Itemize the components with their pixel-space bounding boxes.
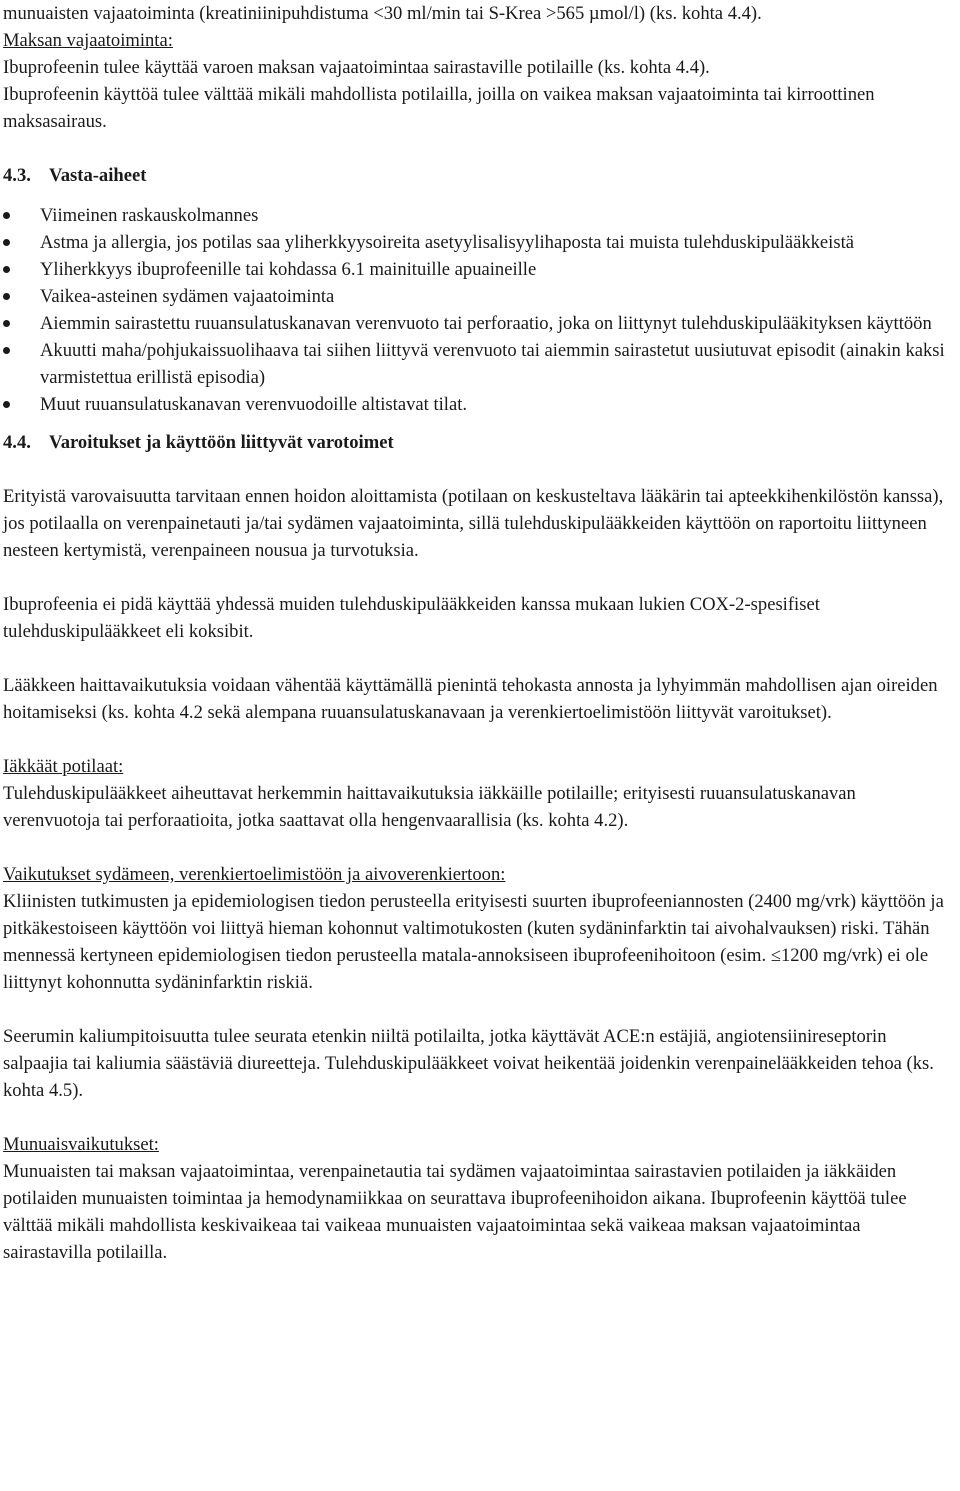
list-item bbox=[3, 283, 953, 310]
contraindication-list bbox=[3, 202, 953, 418]
list-item bbox=[3, 391, 953, 418]
document-page bbox=[3, 0, 953, 1266]
liver-heading: Maksan vajaatoiminta: bbox=[3, 30, 173, 51]
list-item-text: Astma ja allergia, jos potilas saa yliherkkyysoireita asetyylisalisyylihaposta tai muista tulehduskipulääkkeistä bbox=[40, 232, 854, 253]
section-heading-warnings bbox=[3, 429, 953, 456]
elderly-paragraph: Tulehduskipulääkkeet aiheuttavat herkemmin haittavaikutuksia iäkkäille potilaille; erityisesti ruuansulatuskanavan verenvuotoja tai perforaatioita, jotka saattavat olla hengenvaarallisia (ks. kohta 4.2). bbox=[3, 783, 856, 831]
list-item-text: Akuutti maha/pohjukaissuolihaava tai siihen liittyvä verenvuoto tai aiemmin sairastetut uusiutuvat episodit (ainakin kaksi varmistettua erillistä episodia) bbox=[40, 340, 945, 388]
list-item-text: Yliherkkyys ibuprofeenille tai kohdassa 6.1 mainituille apuaineille bbox=[40, 259, 537, 280]
cardio-heading: Vaikutukset sydämeen, verenkiertoelimistöön ja aivoverenkiertoon: bbox=[3, 864, 506, 885]
warnings-paragraph-2: Ibuprofeenia ei pidä käyttää yhdessä muiden tulehduskipulääkkeiden kanssa mukaan lukien COX-2-spesifiset tulehduskipulääkkeet eli koksibit. bbox=[3, 594, 820, 642]
list-item bbox=[3, 202, 953, 229]
bullet-icon bbox=[3, 266, 10, 273]
kidney-heading: Munuaisvaikutukset: bbox=[3, 1134, 159, 1155]
section-number: 4.4. bbox=[3, 432, 31, 453]
bullet-icon bbox=[3, 239, 10, 246]
list-item-text: Muut ruuansulatuskanavan verenvuodoille altistavat tilat. bbox=[40, 394, 468, 415]
elderly-heading: Iäkkäät potilaat: bbox=[3, 756, 124, 777]
bullet-icon bbox=[3, 401, 10, 408]
list-item bbox=[3, 337, 953, 391]
liver-paragraph-1: Ibuprofeenin tulee käyttää varoen maksan vajaatoimintaa sairastaville potilaille (ks. kohta 4.4). bbox=[3, 57, 710, 78]
section-title: Varoitukset ja käyttöön liittyvät varotoimet bbox=[49, 432, 394, 453]
section-heading-contraindications bbox=[3, 162, 953, 189]
bullet-icon bbox=[3, 347, 10, 354]
list-item bbox=[3, 310, 953, 337]
intro-line: munuaisten vajaatoiminta (kreatiniinipuhdistuma <30 ml/min tai S-Krea >565 µmol/l) (ks. kohta 4.4). bbox=[3, 3, 762, 24]
bullet-icon bbox=[3, 293, 10, 300]
list-item bbox=[3, 256, 953, 283]
warnings-paragraph-1: Erityistä varovaisuutta tarvitaan ennen hoidon aloittamista (potilaan on keskusteltava lääkärin tai apteekkihenkilöstön kanssa), jos potilaalla on verenpainetauti ja/tai sydämen vajaatoiminta, sillä tulehduskipulääkkeiden käyttöön on raportoitu liittyneen nesteen kertymistä, verenpaineen nousua ja turvotuksia. bbox=[3, 486, 944, 561]
liver-paragraph-2: Ibuprofeenin käyttöä tulee välttää mikäli mahdollista potilailla, joilla on vaikea maksan vajaatoiminta tai kirroottinen maksasairaus. bbox=[3, 84, 875, 132]
section-number: 4.3. bbox=[3, 165, 31, 186]
section-title: Vasta-aiheet bbox=[49, 165, 147, 186]
list-item-text: Vaikea-asteinen sydämen vajaatoiminta bbox=[40, 286, 335, 307]
cardio-paragraph: Kliinisten tutkimusten ja epidemiologisen tiedon perusteella erityisesti suurten ibuprofeeniannosten (2400 mg/vrk) käyttöön ja pitkäkestoiseen käyttöön voi liittyä hieman kohonnut valtimotukosten (kuten sydäninfarktin tai aivohalvauksen) riski. Tähän mennessä kertyneen epidemiologisen tiedon perusteella matala-annoksiseen ibuprofeenihoitoon (esim. ≤1200 mg/vrk) ei ole liittynyt kohonnutta sydäninfarktin riskiä. bbox=[3, 891, 944, 993]
list-item-text: Aiemmin sairastettu ruuansulatuskanavan verenvuoto tai perforaatio, joka on liittynyt tulehduskipulääkityksen käyttöön bbox=[40, 313, 932, 334]
kidney-paragraph: Munuaisten tai maksan vajaatoimintaa, verenpainetautia tai sydämen vajaatoimintaa sairastavien potilaiden ja iäkkäiden potilaiden munuaisten toimintaa ja hemodynamiikkaa on seurattava ibuprofeenihoidon aikana. Ibuprofeenin käyttöä tulee välttää mikäli mahdollista keskivaikeaa tai vaikeaa munuaisten vajaatoimintaa sekä vaikeaa maksan vajaatoimintaa sairastavilla potilailla. bbox=[3, 1161, 907, 1263]
list-item-text: Viimeinen raskauskolmannes bbox=[40, 205, 259, 226]
bullet-icon bbox=[3, 212, 10, 219]
potassium-paragraph: Seerumin kaliumpitoisuutta tulee seurata etenkin niiltä potilailta, jotka käyttävät ACE:n estäjiä, angiotensiinireseptorin salpaajia tai kaliumia säästäviä diureetteja. Tulehduskipulääkkeet voivat heikentää joidenkin verenpainelääkkeiden tehoa (ks. kohta 4.5). bbox=[3, 1026, 934, 1101]
list-item bbox=[3, 229, 953, 256]
bullet-icon bbox=[3, 320, 10, 327]
warnings-paragraph-3: Lääkkeen haittavaikutuksia voidaan vähentää käyttämällä pienintä tehokasta annosta ja lyhyimmän mahdollisen ajan oireiden hoitamiseksi (ks. kohta 4.2 sekä alempana ruuansulatuskanavaan ja verenkiertoelimistöön liittyvät varoitukset). bbox=[3, 675, 938, 723]
